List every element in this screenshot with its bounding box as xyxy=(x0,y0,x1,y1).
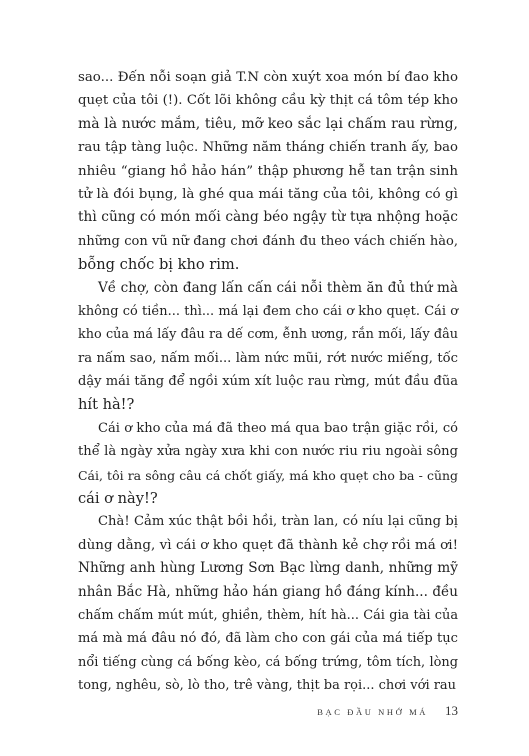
text-line: chấm chấm mút mút, ghiền, thèm, hít hà... Cái gia tài của xyxy=(78,607,458,623)
text-line: không có tiền... thì... má lại đem cho cái ơ kho quẹt. Cái ơ xyxy=(78,303,458,319)
text-line: ra nấm sao, nấm mối... làm nức mũi, rớt nước miếng, tốc xyxy=(78,350,458,366)
text-line: cái ơ này!? xyxy=(78,490,158,508)
text-line: kho của má lấy đâu ra dế cơm, ễnh ương, rắn mối, lấy đâu xyxy=(78,327,458,343)
page-number: 13 xyxy=(445,703,458,718)
text-line: Cái ơ kho của má đã theo má qua bao trận giặc rồi, có xyxy=(98,420,458,436)
text-line: thì cũng có món mối càng béo ngậy từ tựa nhộng hoặc xyxy=(78,209,458,226)
paragraph xyxy=(78,66,458,277)
page-footer xyxy=(300,703,458,721)
text-line: Về chợ, còn đang lấn cấn cái nỗi thèm ăn đủ thứ mà xyxy=(98,279,458,296)
text-line: tong, nghêu, sò, lò tho, trê vàng, thịt ba rọi... chơi với rau xyxy=(78,678,456,694)
text-line: dùng dằng, vì cái ơ kho quẹt đã thành kẻ chợ rồi má ơi! xyxy=(78,536,458,553)
text-line: nổi tiếng cùng cá bống kèo, cá bống trứng, tôm tích, lòng xyxy=(78,654,458,670)
running-title: BẠC ĐẦU NHỚ MÁ xyxy=(317,707,428,717)
text-line: nhân Bắc Hà, những hảo hán giang hồ đáng kính... đều xyxy=(78,583,458,600)
paragraph xyxy=(78,417,458,511)
text-line: Chà! Cảm xúc thật bồi hồi, tràn lan, có níu lại cũng bị xyxy=(98,514,458,530)
text-line: Những anh hùng Lương Sơn Bạc lừng danh, những mỹ xyxy=(78,560,458,577)
text-line: nhiêu “giang hồ hảo hán” thập phương hễ tan trận sinh xyxy=(78,163,458,179)
text-line: má mà má đâu nó đó, đã làm cho con gái của má tiếp tục xyxy=(78,631,458,647)
text-line: dậy mái tăng để ngồi xúm xít luộc rau rừng, mút đầu đũa xyxy=(78,374,458,390)
text-line: quẹt của tôi (!). Cốt lõi không cầu kỳ thịt cá tôm tép kho xyxy=(78,93,458,109)
text-line: rau tập tàng luộc. Những năm tháng chiến tranh ấy, bao xyxy=(78,140,458,156)
text-line: những con vũ nữ đang chơi đánh đu theo vách chiến hào, xyxy=(78,233,458,249)
paragraph xyxy=(78,277,458,417)
text-line: thể là ngày xửa ngày xưa khi con nước riu riu ngoài sông xyxy=(78,444,458,460)
text-line: sao... Đến nỗi soạn giả T.N còn xuýt xoa món bí đao kho xyxy=(78,70,458,85)
text-line: tử là đói bụng, là ghé qua mái tăng của tôi, không có gì xyxy=(78,185,458,202)
body-text xyxy=(78,66,458,698)
paragraph xyxy=(78,510,458,697)
text-line: bỗng chốc bị kho rim. xyxy=(78,256,240,274)
text-line: mà là nước mắm, tiêu, mỡ keo sắc lại chấm rau rừng, xyxy=(78,115,458,132)
text-line: Cái, tôi ra sông câu cá chốt giấy, má kho quẹt cho ba - cũng xyxy=(78,467,458,483)
text-line: hít hà!? xyxy=(78,396,135,414)
